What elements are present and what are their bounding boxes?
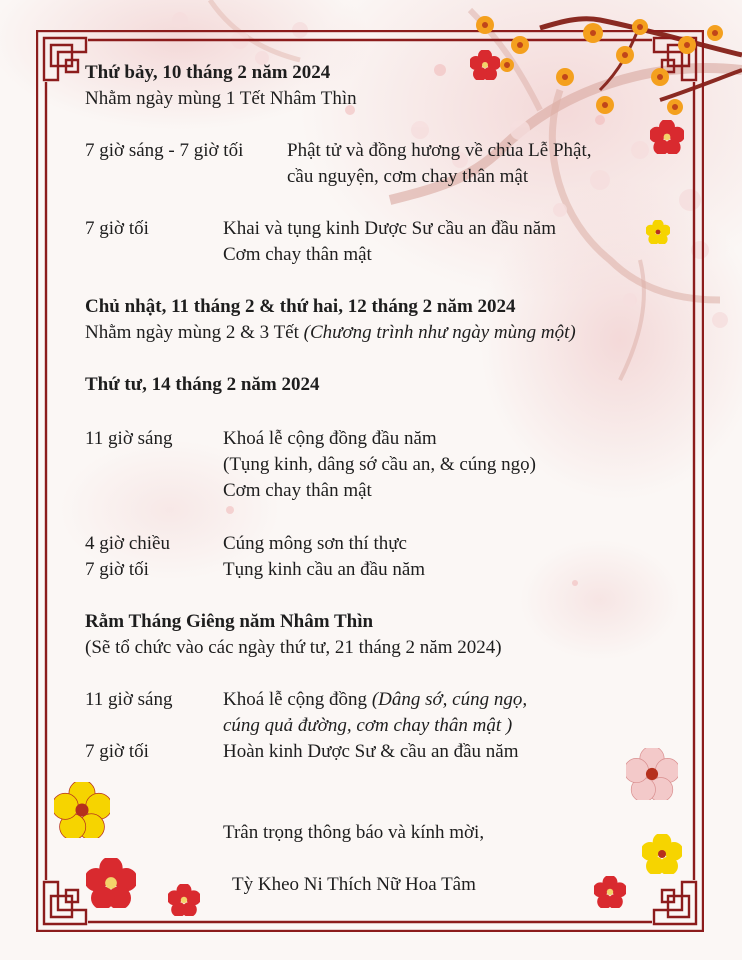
schedule-activity: Khoá lễ cộng đồng đầu năm — [223, 428, 437, 449]
red-blossom-icon — [470, 50, 500, 80]
signature: Tỳ Kheo Ni Thích Nữ Hoa Tâm — [232, 874, 476, 895]
section2-heading: Chủ nhật, 11 tháng 2 & thứ hai, 12 tháng 2 năm 2024 — [85, 296, 516, 317]
schedule-activity: Khai và tụng kinh Dược Sư cầu an đầu năm — [223, 218, 556, 239]
schedule-time: 11 giờ sáng — [85, 689, 173, 710]
schedule-note: cúng quả đường, cơm chay thân mật ) — [223, 715, 513, 736]
closing-greeting: Trân trọng thông báo và kính mời, — [223, 822, 485, 843]
section3-heading: Thứ tư, 14 tháng 2 năm 2024 — [85, 374, 320, 395]
yellow-blossom-icon — [642, 834, 682, 874]
yellow-blossom-icon — [54, 782, 110, 838]
schedule-note: (Dâng sớ, cúng ngọ, — [371, 689, 528, 710]
yellow-blossom-cluster-icon — [465, 15, 742, 125]
schedule-activity: Cơm chay thân mật — [223, 244, 372, 265]
schedule-activity: Hoàn kinh Dược Sư & cầu an đầu năm — [223, 741, 519, 762]
yellow-blossom-icon — [646, 220, 670, 244]
schedule-activity: cầu nguyện, cơm chay thân mật — [287, 166, 529, 187]
section2-note: (Chương trình như ngày mùng một) — [303, 322, 576, 343]
schedule-activity: Tụng kinh cầu an đầu năm — [223, 559, 426, 580]
schedule-time: 7 giờ sáng - 7 giờ tối — [85, 140, 244, 161]
red-blossom-icon — [168, 884, 200, 916]
red-blossom-icon — [650, 120, 684, 154]
section1-heading: Thứ bảy, 10 tháng 2 năm 2024 — [85, 62, 331, 83]
schedule-activity: Phật tử và đồng hương về chùa Lễ Phật, — [287, 140, 592, 161]
section1-subheading: Nhằm ngày mùng 1 Tết Nhâm Thìn — [85, 88, 357, 109]
pink-blossom-icon — [626, 748, 678, 800]
section2-subheading: Nhằm ngày mùng 2 & 3 Tết (Chương trình như ngày mùng một) — [85, 322, 576, 343]
schedule-time: 7 giờ tối — [85, 218, 149, 239]
red-blossom-icon — [86, 858, 136, 908]
schedule-time: 7 giờ tối — [85, 741, 149, 762]
section4-heading: Rằm Tháng Giêng năm Nhâm Thìn — [85, 611, 374, 632]
schedule-activity: (Tụng kinh, dâng sớ cầu an, & cúng ngọ) — [223, 454, 536, 475]
schedule-time: 7 giờ tối — [85, 559, 149, 580]
schedule-activity: Cúng mông sơn thí thực — [223, 533, 407, 554]
schedule-time: 11 giờ sáng — [85, 428, 173, 449]
red-blossom-icon — [594, 876, 626, 908]
section4-subheading: (Sẽ tổ chức vào các ngày thứ tư, 21 tháng 2 năm 2024) — [85, 637, 502, 658]
schedule-activity: Cơm chay thân mật — [223, 480, 372, 501]
schedule-time: 4 giờ chiều — [85, 533, 170, 554]
schedule-activity: Khoá lễ cộng đồng (Dâng sớ, cúng ngọ, — [223, 689, 528, 710]
